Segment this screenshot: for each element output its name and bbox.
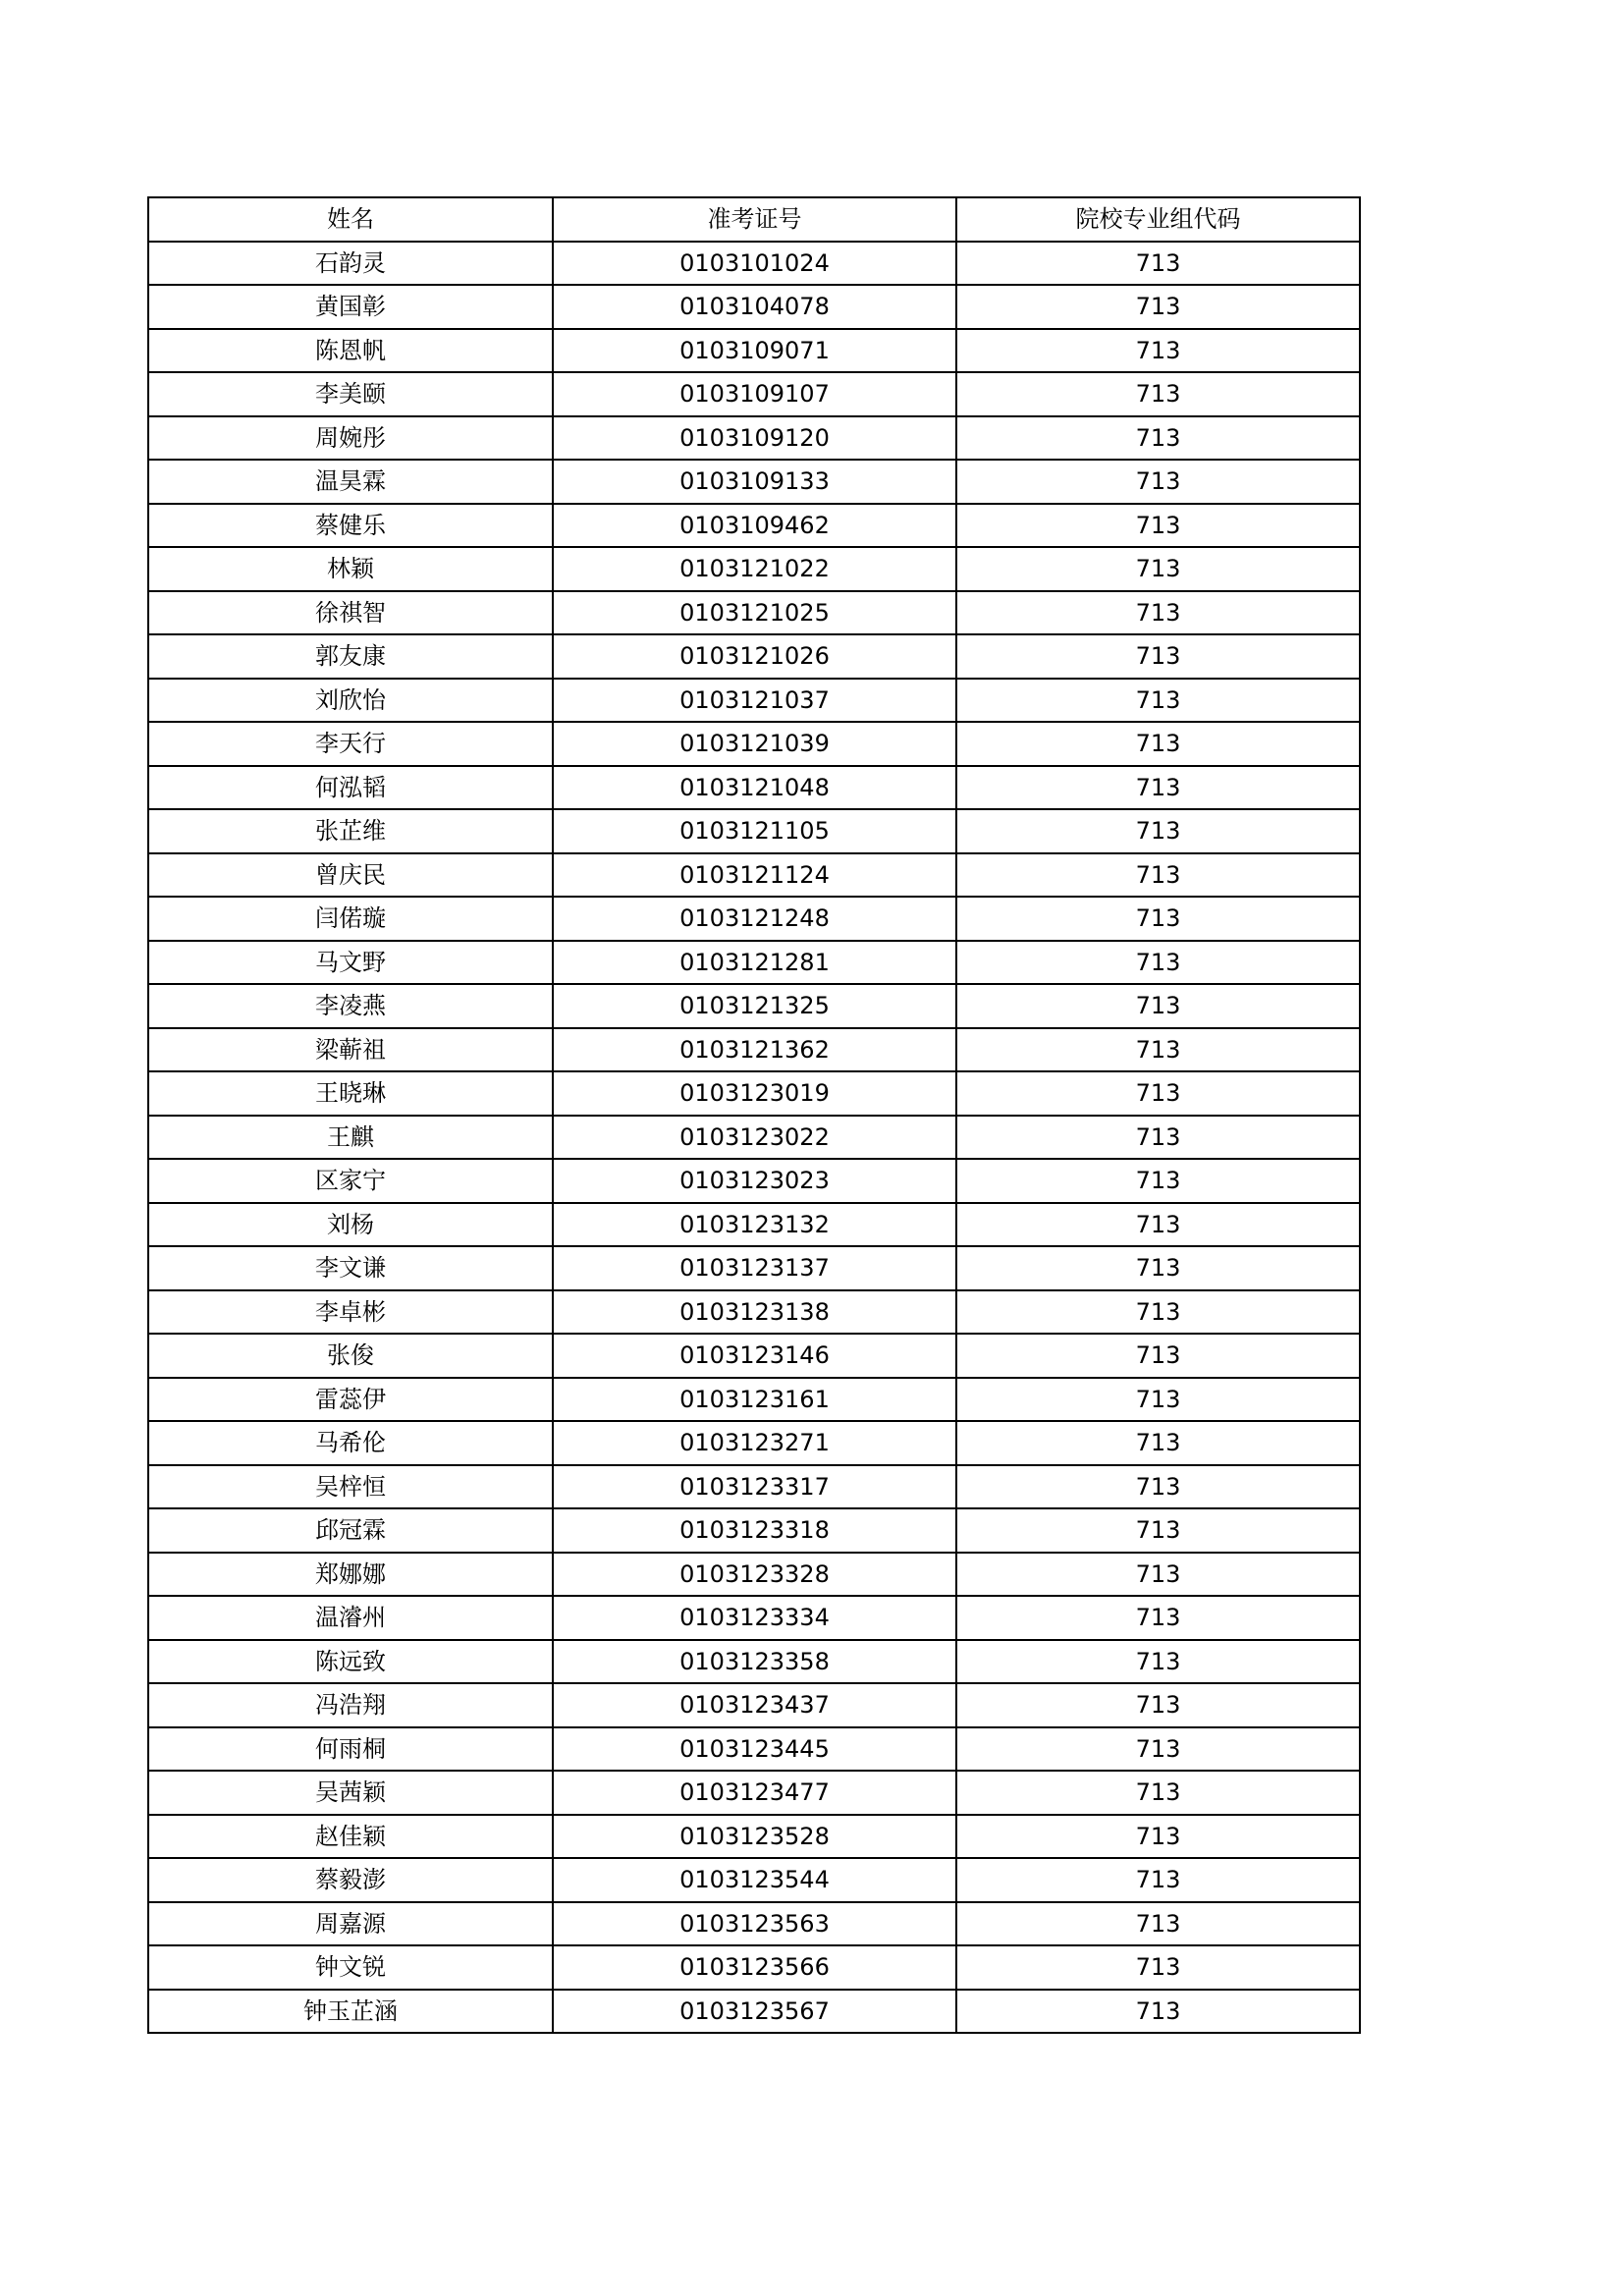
table-row [148,1596,1360,1640]
cell-name: 钟文锐 [148,1945,553,1990]
cell-group-code: 713 [956,460,1360,504]
cell-exam-id: 0103123161 [553,1378,956,1422]
cell-exam-id: 0103109462 [553,504,956,548]
cell-name: 马文野 [148,941,553,985]
cell-group-code: 713 [956,634,1360,679]
cell-group-code: 713 [956,1071,1360,1116]
cell-group-code: 713 [956,1945,1360,1990]
cell-group-code: 713 [956,1990,1360,2034]
cell-name: 张芷维 [148,809,553,853]
table-row [148,1508,1360,1553]
cell-group-code: 713 [956,984,1360,1028]
cell-exam-id: 0103123019 [553,1071,956,1116]
cell-name: 徐祺智 [148,591,553,635]
cell-exam-id: 0103123528 [553,1815,956,1859]
table-row [148,1421,1360,1465]
cell-exam-id: 0103123271 [553,1421,956,1465]
table-row [148,1028,1360,1072]
cell-group-code: 713 [956,547,1360,591]
table-row [148,1246,1360,1290]
table-row [148,1203,1360,1247]
cell-name: 李文谦 [148,1246,553,1290]
cell-group-code: 713 [956,372,1360,416]
table-row [148,1465,1360,1509]
table-row [148,329,1360,373]
table-row [148,766,1360,810]
header-group-code: 院校专业组代码 [956,197,1360,242]
cell-name: 陈远致 [148,1640,553,1684]
cell-exam-id: 0103109133 [553,460,956,504]
table-row [148,941,1360,985]
cell-group-code: 713 [956,809,1360,853]
cell-exam-id: 0103121048 [553,766,956,810]
table-row [148,285,1360,329]
cell-exam-id: 0103121037 [553,679,956,723]
cell-group-code: 713 [956,1771,1360,1815]
cell-exam-id: 0103123566 [553,1945,956,1990]
cell-exam-id: 0103109071 [553,329,956,373]
cell-group-code: 713 [956,1683,1360,1727]
table-row [148,591,1360,635]
table-row [148,1071,1360,1116]
table-body [148,242,1360,2034]
cell-group-code: 713 [956,1159,1360,1203]
cell-group-code: 713 [956,722,1360,766]
cell-name: 刘欣怡 [148,679,553,723]
cell-group-code: 713 [956,504,1360,548]
cell-exam-id: 0103109120 [553,416,956,461]
cell-name: 郑娜娜 [148,1553,553,1597]
cell-name: 梁蕲祖 [148,1028,553,1072]
table-row [148,1378,1360,1422]
cell-exam-id: 0103121026 [553,634,956,679]
cell-name: 王晓琳 [148,1071,553,1116]
table-row [148,1945,1360,1990]
cell-group-code: 713 [956,242,1360,286]
cell-exam-id: 0103121124 [553,853,956,898]
table-row [148,1553,1360,1597]
table-row [148,1290,1360,1335]
cell-name: 冯浩翔 [148,1683,553,1727]
cell-exam-id: 0103123132 [553,1203,956,1247]
table-row [148,1116,1360,1160]
cell-name: 吴茜颖 [148,1771,553,1815]
table-row [148,242,1360,286]
table-row [148,1334,1360,1378]
table-row [148,722,1360,766]
cell-exam-id: 0103121325 [553,984,956,1028]
cell-group-code: 713 [956,591,1360,635]
cell-name: 石韵灵 [148,242,553,286]
cell-group-code: 713 [956,285,1360,329]
cell-name: 闫偌璇 [148,897,553,941]
table-row [148,679,1360,723]
cell-exam-id: 0103123317 [553,1465,956,1509]
cell-group-code: 713 [956,329,1360,373]
cell-exam-id: 0103123022 [553,1116,956,1160]
cell-group-code: 713 [956,1378,1360,1422]
cell-exam-id: 0103104078 [553,285,956,329]
cell-name: 刘杨 [148,1203,553,1247]
cell-name: 吴梓恒 [148,1465,553,1509]
cell-exam-id: 0103109107 [553,372,956,416]
cell-group-code: 713 [956,1508,1360,1553]
cell-exam-id: 0103123477 [553,1771,956,1815]
cell-name: 钟玉芷涵 [148,1990,553,2034]
cell-name: 陈恩帆 [148,329,553,373]
cell-group-code: 713 [956,416,1360,461]
cell-exam-id: 0103123023 [553,1159,956,1203]
cell-group-code: 713 [956,1421,1360,1465]
cell-name: 何雨桐 [148,1727,553,1772]
cell-name: 周嘉源 [148,1902,553,1946]
cell-name: 雷蕊伊 [148,1378,553,1422]
table-row [148,1640,1360,1684]
header-exam-id: 准考证号 [553,197,956,242]
cell-exam-id: 0103123334 [553,1596,956,1640]
cell-name: 黄国彰 [148,285,553,329]
table-row [148,1727,1360,1772]
cell-name: 邱冠霖 [148,1508,553,1553]
table-row [148,1159,1360,1203]
cell-exam-id: 0103101024 [553,242,956,286]
cell-name: 李卓彬 [148,1290,553,1335]
cell-group-code: 713 [956,1902,1360,1946]
cell-exam-id: 0103123328 [553,1553,956,1597]
cell-group-code: 713 [956,1640,1360,1684]
cell-group-code: 713 [956,1596,1360,1640]
table-row [148,1858,1360,1902]
cell-name: 温昊霖 [148,460,553,504]
table-row [148,1683,1360,1727]
table-row [148,634,1360,679]
cell-exam-id: 0103123544 [553,1858,956,1902]
cell-exam-id: 0103123146 [553,1334,956,1378]
cell-name: 赵佳颖 [148,1815,553,1859]
cell-group-code: 713 [956,941,1360,985]
cell-group-code: 713 [956,679,1360,723]
cell-name: 蔡毅澎 [148,1858,553,1902]
cell-group-code: 713 [956,1727,1360,1772]
cell-exam-id: 0103123137 [553,1246,956,1290]
cell-exam-id: 0103123563 [553,1902,956,1946]
cell-name: 王麒 [148,1116,553,1160]
table-header [148,197,1360,242]
cell-exam-id: 0103123318 [553,1508,956,1553]
table-row [148,1990,1360,2034]
cell-name: 马希伦 [148,1421,553,1465]
cell-group-code: 713 [956,1203,1360,1247]
cell-exam-id: 0103123437 [553,1683,956,1727]
cell-exam-id: 0103123567 [553,1990,956,2034]
cell-group-code: 713 [956,1553,1360,1597]
cell-exam-id: 0103121025 [553,591,956,635]
cell-exam-id: 0103121362 [553,1028,956,1072]
cell-name: 林颖 [148,547,553,591]
cell-group-code: 713 [956,1116,1360,1160]
cell-group-code: 713 [956,1815,1360,1859]
table-row [148,853,1360,898]
table-row [148,460,1360,504]
cell-group-code: 713 [956,1028,1360,1072]
cell-group-code: 713 [956,897,1360,941]
cell-group-code: 713 [956,1465,1360,1509]
table-row [148,547,1360,591]
header-name: 姓名 [148,197,553,242]
cell-name: 何泓韬 [148,766,553,810]
table-row [148,809,1360,853]
table-row [148,1902,1360,1946]
table-row [148,984,1360,1028]
header-row [148,197,1360,242]
cell-name: 李天行 [148,722,553,766]
cell-exam-id: 0103121022 [553,547,956,591]
cell-group-code: 713 [956,1246,1360,1290]
cell-exam-id: 0103123358 [553,1640,956,1684]
cell-name: 区家宁 [148,1159,553,1203]
cell-exam-id: 0103121105 [553,809,956,853]
table-row [148,416,1360,461]
cell-name: 郭友康 [148,634,553,679]
cell-group-code: 713 [956,1334,1360,1378]
cell-exam-id: 0103121248 [553,897,956,941]
cell-group-code: 713 [956,853,1360,898]
cell-name: 曾庆民 [148,853,553,898]
cell-group-code: 713 [956,1858,1360,1902]
cell-name: 张俊 [148,1334,553,1378]
table-row [148,1771,1360,1815]
cell-exam-id: 0103123445 [553,1727,956,1772]
cell-name: 蔡健乐 [148,504,553,548]
cell-exam-id: 0103123138 [553,1290,956,1335]
cell-exam-id: 0103121039 [553,722,956,766]
table-row [148,897,1360,941]
cell-group-code: 713 [956,1290,1360,1335]
table-row [148,1815,1360,1859]
table-row [148,372,1360,416]
cell-exam-id: 0103121281 [553,941,956,985]
cell-name: 温濬州 [148,1596,553,1640]
cell-group-code: 713 [956,766,1360,810]
cell-name: 周婉彤 [148,416,553,461]
admission-roster-table [147,196,1361,2034]
cell-name: 李美颐 [148,372,553,416]
cell-name: 李凌燕 [148,984,553,1028]
table-row [148,504,1360,548]
